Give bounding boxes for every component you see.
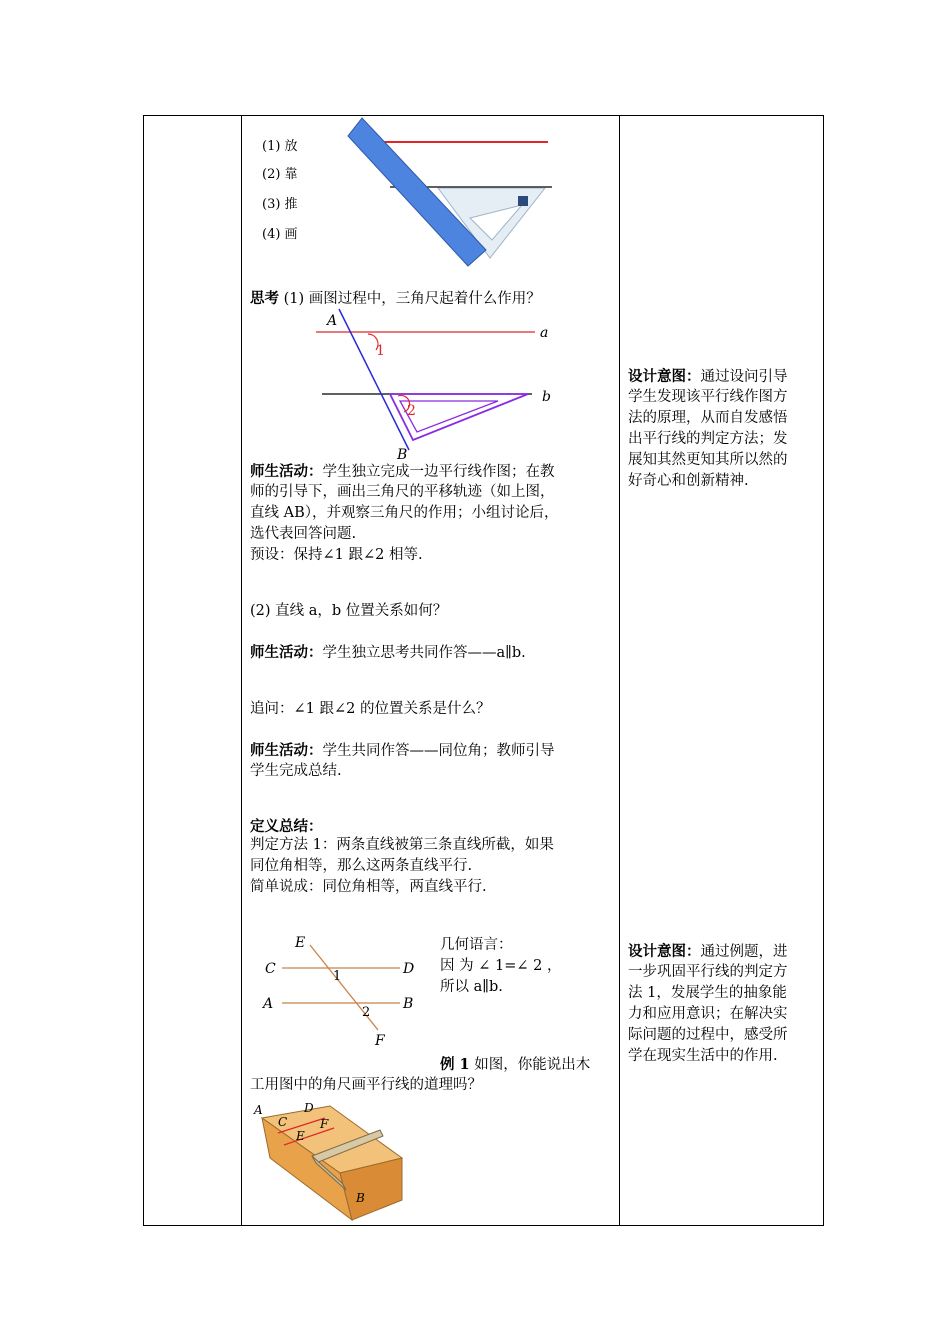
fig3-label-E: E (295, 935, 306, 951)
activity3-line1: 师生活动：学生共同作答——同位角；教师引导 (250, 742, 555, 759)
fig3-label-C: C (265, 961, 276, 977)
definition-line2: 同位角相等，那么这两条直线平行. (250, 858, 473, 874)
column-divider-2 (619, 116, 620, 1225)
design2-line3: 法 1，发展学生的抽象能 (628, 985, 787, 1001)
example-line2: 工用图中的角尺画平行线的道理吗？ (250, 1077, 482, 1093)
fig3-label-B: B (403, 996, 414, 1012)
followup-question: 追问：∠1 跟∠2 的位置关系是什么？ (250, 701, 491, 717)
design2-line1: 设计意图：通过例题，进 (628, 943, 788, 960)
question-2: (2) 直线 a，b 位置关系如何？ (250, 603, 448, 619)
fig3-label-A: A (263, 996, 274, 1012)
design1-label: 设计意图： (628, 368, 701, 385)
design2-line5: 际问题的过程中，感受所 (628, 1027, 788, 1043)
design1-line2: 学生发现该平行线作图方 (628, 389, 788, 405)
fig3-label-F: F (375, 1033, 385, 1049)
fig3-label-2: 2 (362, 1005, 371, 1020)
definition-line3: 简单说成：同位角相等，两直线平行. (250, 879, 487, 895)
fig3-label-D: D (403, 961, 415, 977)
geometry-line1: 因 为 ∠ 1=∠ 2 ， (440, 958, 562, 974)
design2-label: 设计意图： (628, 943, 701, 960)
transversal-figure (300, 305, 570, 465)
fig2-label-2: 2 (407, 403, 416, 419)
parallel-lines-figure (260, 930, 430, 1050)
activity1-line3: 直线 AB），并观察三角尺的作用；小组讨论后， (250, 505, 559, 521)
fig2-label-B: B (397, 447, 408, 463)
definition-title: 定义总结： (250, 818, 323, 835)
geometry-line2: 所以 a∥b. (440, 979, 503, 995)
activity1-line2: 师的引导下，画出三角尺的平移轨迹（如上图， (250, 484, 555, 500)
example-line1: 例 1 如图，你能说出木 (440, 1056, 591, 1073)
fig3-label-1: 1 (333, 969, 342, 984)
step-4: (4) 画 (262, 227, 298, 242)
think-label: 思考 (250, 290, 279, 307)
fig4-label-B: B (356, 1191, 365, 1205)
fig4-label-A: A (254, 1103, 263, 1117)
fig4-label-D: D (304, 1101, 314, 1115)
activity2-label: 师生活动： (250, 644, 323, 661)
activity3-line2: 学生完成总结. (250, 763, 342, 779)
column-divider-1 (241, 116, 242, 1225)
wood-block-figure (250, 1098, 410, 1223)
step-2: (2) 靠 (262, 167, 298, 182)
fig2-label-A: A (327, 313, 338, 329)
fig2-label-1: 1 (376, 343, 385, 359)
design2-line4: 力和应用意识；在解决实 (628, 1006, 788, 1022)
fig2-label-b: b (542, 389, 551, 405)
design1-line1: 设计意图：通过设问引导 (628, 368, 788, 385)
design1-line3: 法的原理，从而自发感悟 (628, 410, 788, 426)
fig4-label-E: E (296, 1129, 305, 1143)
fig4-label-C: C (278, 1115, 288, 1129)
activity1-preset: 预设：保持∠1 跟∠2 相等. (250, 547, 423, 563)
geometry-title: 几何语言： (440, 937, 513, 953)
fig2-label-a: a (540, 325, 549, 341)
definition-line1: 判定方法 1：两条直线被第三条直线所截，如果 (250, 837, 554, 853)
design1-line6: 好奇心和创新精神. (628, 473, 749, 489)
activity1-line4: 选代表回答问题. (250, 526, 357, 542)
activity3-label: 师生活动： (250, 742, 323, 759)
design2-line2: 一步巩固平行线的判定方 (628, 964, 788, 980)
step-3: (3) 推 (262, 197, 298, 212)
design1-line5: 展知其然更知其所以然的 (628, 452, 788, 468)
think-q1: (1) 画图过程中，三角尺起着什么作用？ (279, 291, 541, 307)
step-1: (1) 放 (262, 139, 298, 154)
design2-line6: 学在现实生活中的作用. (628, 1048, 778, 1064)
design1-line4: 出平行线的判定方法；发 (628, 431, 788, 447)
activity1-label: 师生活动： (250, 463, 323, 480)
example-label: 例 1 (440, 1056, 470, 1073)
activity1-line1: 师生活动：学生独立完成一边平行线作图；在教 (250, 463, 555, 480)
set-square-figure (340, 118, 560, 273)
fig4-label-F: F (320, 1117, 329, 1131)
activity2: 师生活动：学生独立思考共同作答——a∥b. (250, 644, 526, 661)
